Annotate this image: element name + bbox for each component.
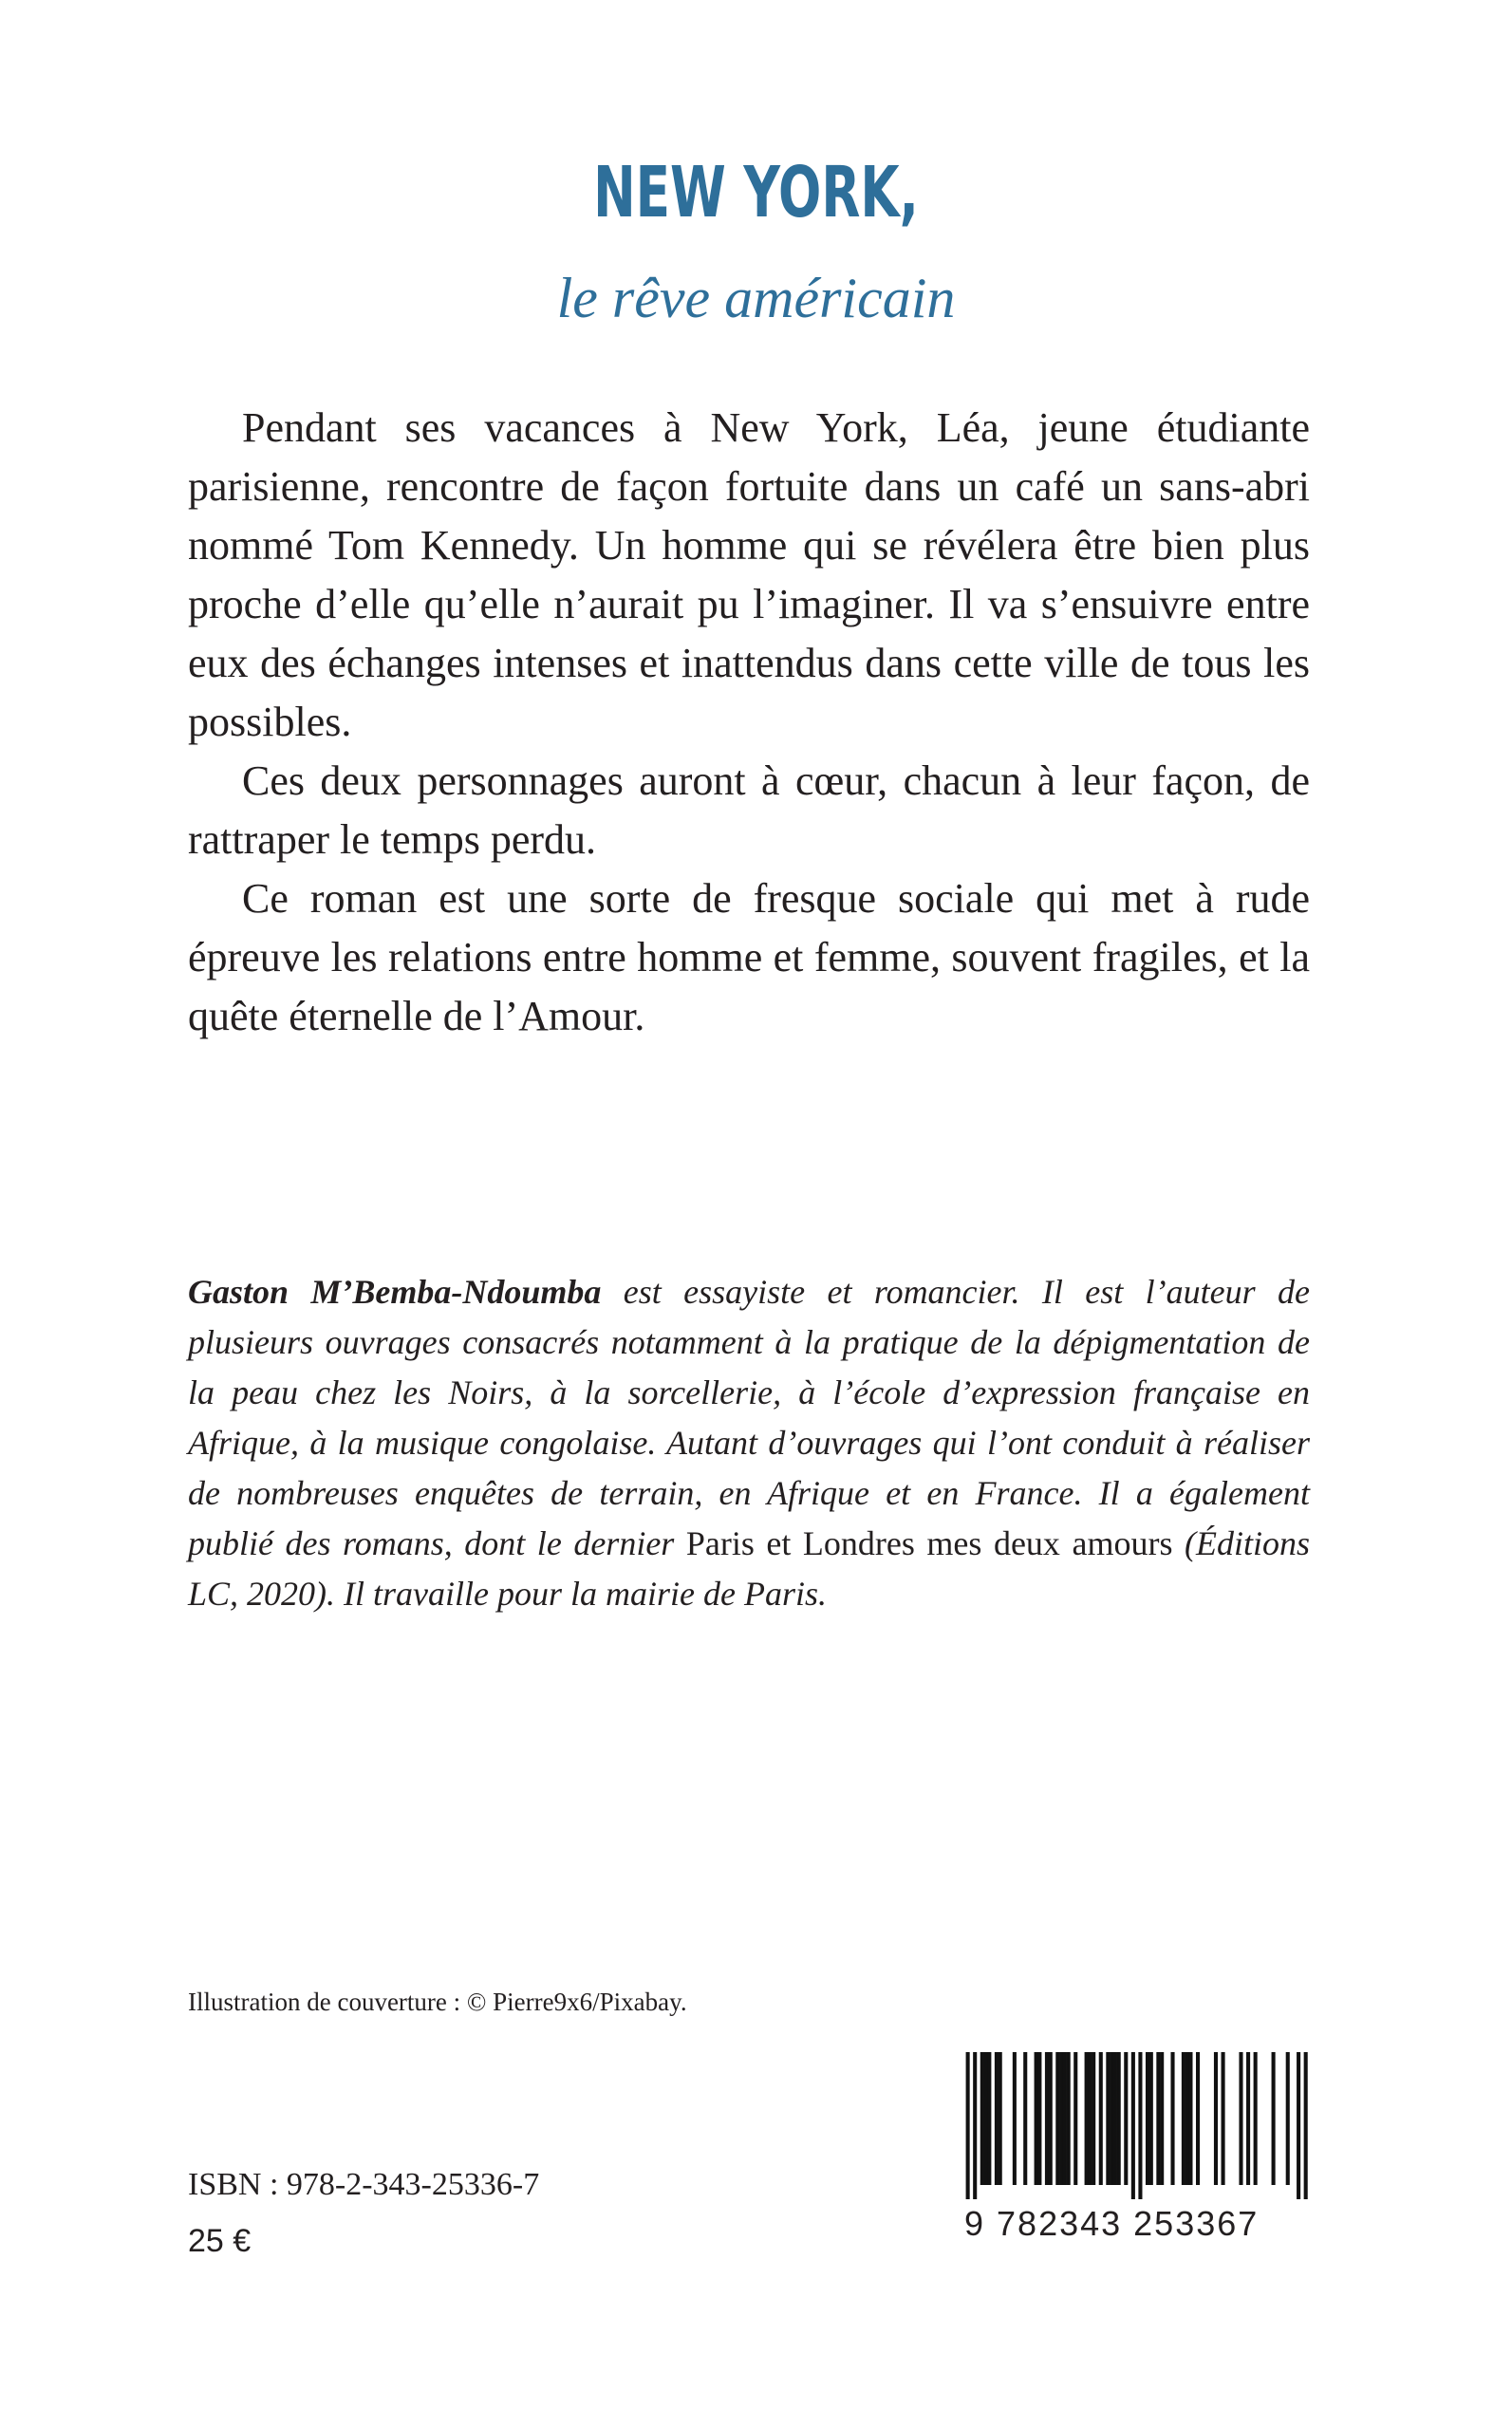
- book-title: NEW YORK,: [593, 152, 919, 233]
- barcode-bar: [1297, 2052, 1300, 2199]
- barcode-bar: [1037, 2052, 1041, 2185]
- summary-paragraph-1: Pendant ses vacances à New York, Léa, jeune étudiante parisienne, rencontre de façon fortuite dans un café un sans-abri nommé Tom Kennedy. Un homme qui se révélera être bien plus proche d’elle qu’elle n’aurait pu l’imaginer. Il va s’ensuivre entre eux des échanges intenses et inattendus dans cette ville de tous les possibles.: [188, 404, 1310, 745]
- barcode-bar: [1160, 2052, 1164, 2185]
- barcode-bar: [1063, 2052, 1067, 2185]
- barcode-bar: [1239, 2052, 1242, 2185]
- summary-text: [188, 399, 1310, 1046]
- barcode-bar: [1092, 2052, 1095, 2185]
- barcode-bar: [980, 2052, 984, 2185]
- summary-paragraph-2: Ces deux personnages auront à cœur, chacun à leur façon, de rattraper le temps perdu.: [188, 757, 1310, 863]
- barcode-bar: [1182, 2052, 1185, 2185]
- summary-paragraph-3: Ce roman est une sorte de fresque sociale qui met à rude épreuve les relations entre homme et femme, souvent fragiles, et la quête éternelle de l’Amour.: [188, 875, 1310, 1039]
- barcode-bar: [1049, 2052, 1053, 2185]
- barcode-bar: [999, 2052, 1002, 2185]
- bio-text-2: (Éditions LC, 2020). Il travaille pour la mairie de Paris.: [188, 1524, 1310, 1613]
- author-name: Gaston M’Bemba-Ndoumba: [188, 1273, 602, 1311]
- barcode-bar: [1088, 2052, 1092, 2185]
- barcode-digits: 9 782343 253367: [964, 2204, 1260, 2243]
- barcode-bar: [984, 2052, 988, 2185]
- bio-text-1: est essayiste et romancier. Il est l’auteur de plusieurs ouvrages consacrés notamment à la pratique de la dépigmentation de la peau chez les Noirs, à la sorcellerie, à l’école d’expression française en Afrique, à la musique congolaise. Autant d’ouvrages qui l’ont conduit à réaliser de nombreuses enquêtes de terrain, en Afrique et en France. Il a également publié des romans, dont le dernier: [188, 1273, 1311, 1562]
- barcode-bar: [1124, 2052, 1128, 2185]
- barcode-bar: [995, 2052, 999, 2185]
- barcode-bar: [1286, 2052, 1290, 2185]
- price: 25 €: [188, 2223, 252, 2259]
- barcode-bar: [1246, 2052, 1250, 2185]
- barcode-bar: [1185, 2052, 1189, 2185]
- barcode-bar: [1117, 2052, 1121, 2185]
- isbn: ISBN : 978-2-343-25336-7: [188, 2167, 540, 2202]
- barcode-bar: [1013, 2052, 1017, 2185]
- barcode-bar: [1045, 2052, 1049, 2185]
- barcode-bar: [1035, 2052, 1038, 2185]
- barcode: [959, 2052, 1315, 2289]
- barcode-bar: [1146, 2052, 1149, 2185]
- bio-book-title: Paris et Londres mes deux amours: [685, 1524, 1173, 1562]
- barcode-bar: [973, 2052, 977, 2199]
- barcode-bar: [1110, 2052, 1113, 2185]
- barcode-bar: [1222, 2052, 1225, 2185]
- cover-credit: Illustration de couverture : © Pierre9x6/Pixabay.: [188, 1988, 687, 2016]
- barcode-bar: [987, 2052, 991, 2185]
- barcode-bar: [1131, 2052, 1135, 2199]
- barcode-bar: [1188, 2052, 1192, 2185]
- barcode-bar: [1085, 2052, 1089, 2185]
- barcode-bar: [1059, 2052, 1063, 2185]
- barcode-bar: [1272, 2052, 1276, 2185]
- barcode-bar: [1055, 2052, 1059, 2185]
- barcode-bar: [1304, 2052, 1308, 2199]
- barcode-bar: [1214, 2052, 1218, 2185]
- barcode-bar: [1138, 2052, 1142, 2199]
- barcode-bar: [1156, 2052, 1160, 2185]
- barcode-bar: [1099, 2052, 1103, 2185]
- barcode-bar: [1254, 2052, 1258, 2185]
- barcode-bar: [1149, 2052, 1153, 2185]
- barcode-bar: [1073, 2052, 1077, 2185]
- barcode-bar: [1196, 2052, 1200, 2185]
- barcode-bar: [1023, 2052, 1027, 2185]
- book-subtitle: le rêve américain: [556, 267, 956, 329]
- barcode-bar: [1106, 2052, 1110, 2185]
- barcode-bar: [1170, 2052, 1174, 2185]
- barcode-bar: [1067, 2052, 1071, 2185]
- author-bio: [188, 1267, 1310, 1619]
- barcode-bar: [1113, 2052, 1117, 2185]
- barcode-bar: [966, 2052, 970, 2199]
- barcode-bars: [959, 2052, 1315, 2199]
